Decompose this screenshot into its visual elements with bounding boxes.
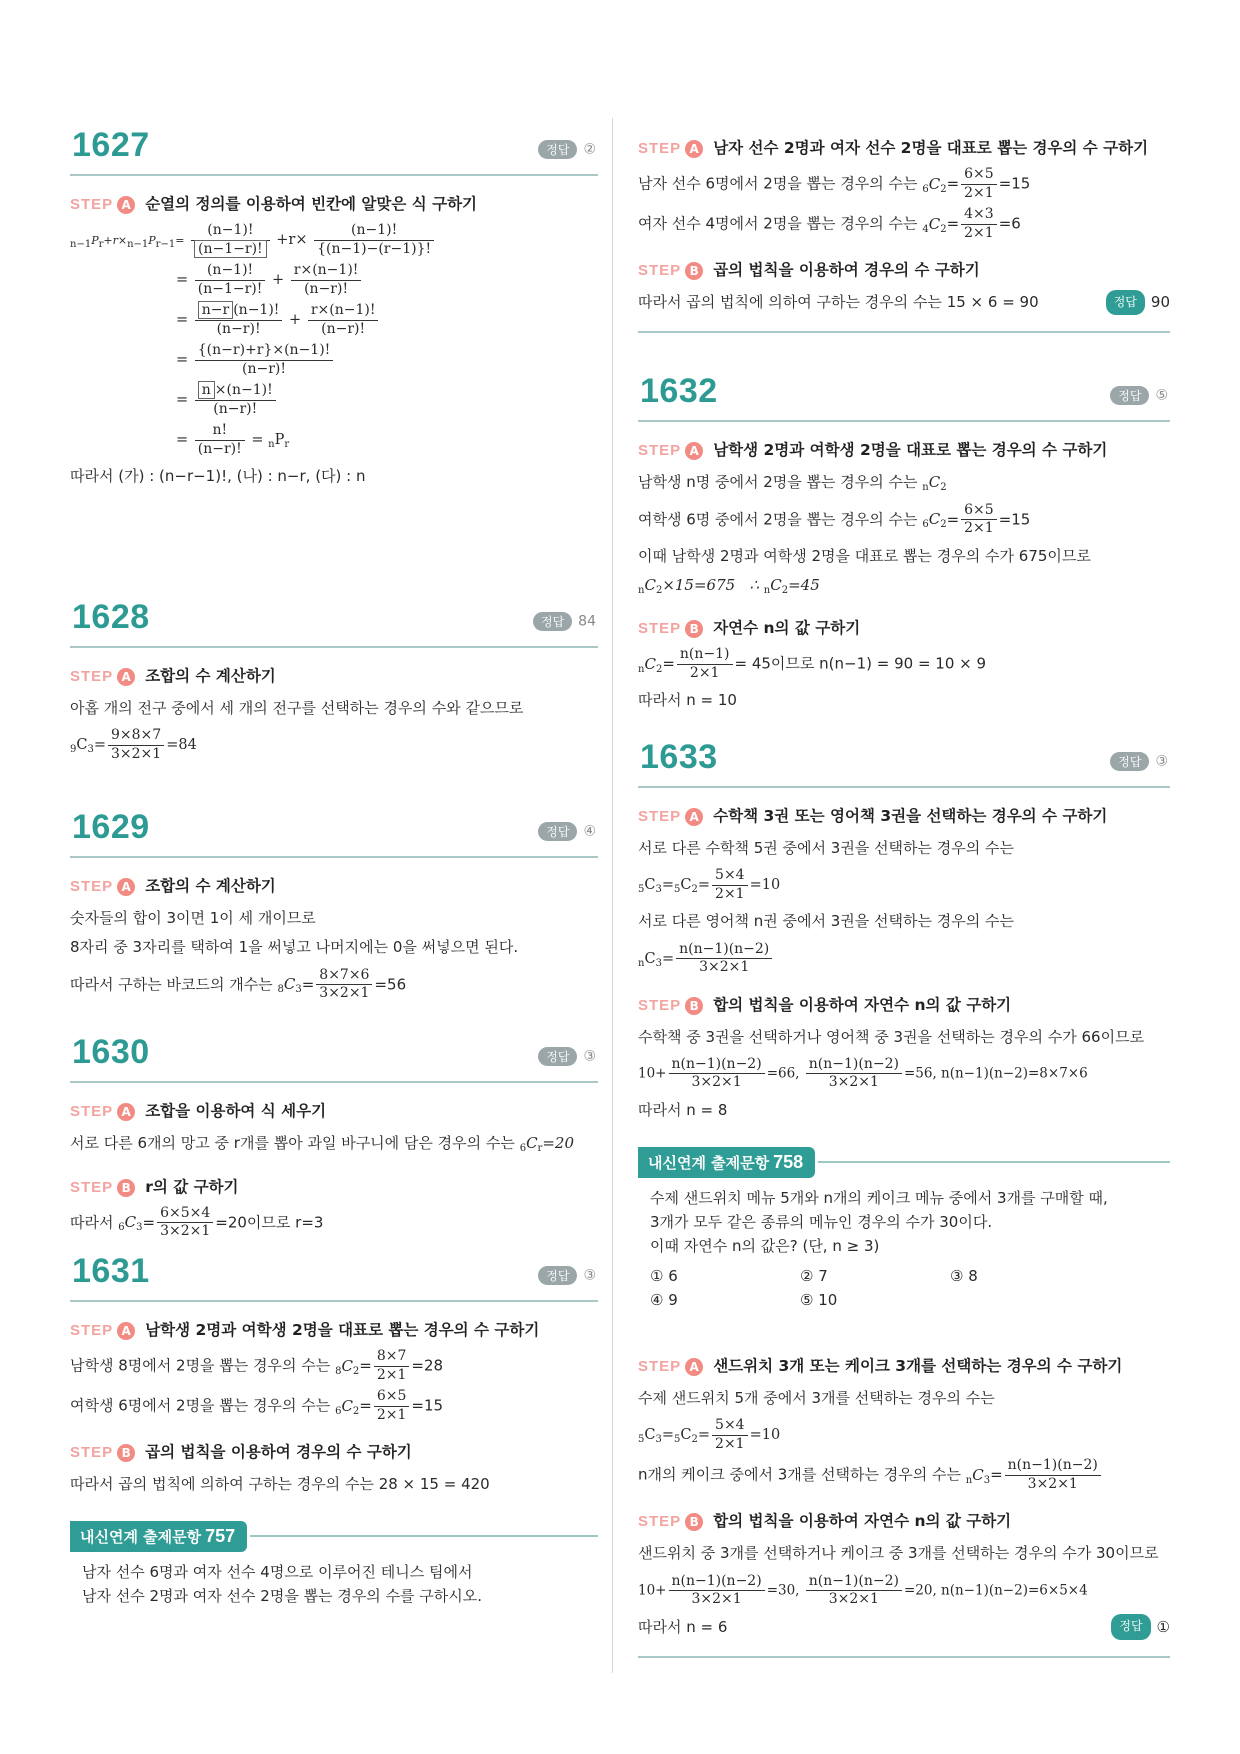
step-b-title: 합의 법칙을 이용하여 자연수 n의 값 구하기 [713, 995, 1012, 1014]
answer-value: ② [583, 141, 596, 158]
answer-value: ⑤ [1155, 387, 1168, 404]
line-3-text: 따라서 구하는 바코드의 개수는 [70, 975, 273, 993]
answer-value: 90 [1150, 293, 1170, 311]
problem-number: 1632 [640, 372, 718, 410]
step-tag: STEP [70, 196, 114, 213]
step-tag: STEP [70, 668, 114, 685]
line-1-text: 남학생 8명에서 2명을 뽑는 경우의 수는 [70, 1356, 331, 1375]
problem-1632 [638, 372, 1170, 716]
line-2-pre: 따라서 [70, 1213, 114, 1231]
step-letter-b: B [685, 997, 703, 1015]
step-tag: STEP [70, 1444, 114, 1461]
equation: $_9C_3=$ $\frac{9\times 8\times 7}{3\times 2\times 1}$ =84 [70, 727, 197, 762]
problem-number: 1627 [72, 126, 150, 164]
step-tag: STEP [638, 262, 682, 279]
answer-badge: 정답 [1106, 290, 1145, 315]
step-a [70, 1099, 598, 1121]
step-a-title: 수학책 3권 또는 영어책 3권을 선택하는 경우의 수 구하기 [713, 807, 1108, 825]
answer [533, 612, 596, 631]
related-text-1: 남자 선수 6명과 여자 선수 4명으로 이루어진 테니스 팀에서 [82, 1563, 473, 1582]
step-tag: STEP [70, 1103, 114, 1120]
step-letter-a: A [117, 1322, 135, 1340]
step-tag: STEP [638, 620, 682, 638]
solution-757 [638, 120, 1170, 333]
answer-value: ③ [583, 1267, 596, 1284]
step-letter-b: B [117, 1444, 135, 1462]
equation-line-3: = $\frac{n-r (n-1)!}{(n-r)!}$ + $\frac{r\times(n-1)!}{(n-r)!}$ [176, 302, 598, 338]
answer-value: ① [1156, 1617, 1170, 1636]
line-1-text: 서로 다른 6개의 망고 중 r개를 뽑아 과일 바구니에 담은 경우의 수는 [70, 1134, 515, 1152]
step-a [638, 136, 1170, 158]
line-3-text: 따라서 곱의 법칙에 의하여 구하는 경우의 수는 15 × 6 = 90 [638, 293, 1039, 311]
answer [1106, 288, 1170, 317]
step-b [70, 1440, 598, 1462]
step-b-title: r의 값 구하기 [145, 1177, 239, 1196]
equation-line-6: = $\frac{n!}{(n-r)!}$ = $_nP_r$ [176, 422, 290, 457]
step-a [70, 192, 598, 214]
line-4-post: = 45이므로 n(n−1) = 90 = 10 × 9 [734, 654, 987, 673]
step-b [70, 1175, 598, 1197]
line-2: 여학생 6명에서 2명을 뽑는 경우의 수는 $_6C_2=$ $\frac{6\times 5}{2\times 1}$ =15 [70, 1388, 444, 1423]
related-number: 757 [205, 1526, 236, 1547]
line-2-post: 이므로 r=3 [246, 1213, 324, 1231]
step-b-title: 곱의 법칙을 이용하여 경우의 수 구하기 [713, 261, 980, 279]
problem-1631 [70, 1252, 598, 1608]
step-letter-a: A [685, 808, 703, 826]
step-letter-a: A [117, 196, 135, 214]
column-divider [612, 118, 613, 1673]
related-rule [250, 1535, 598, 1537]
answer-badge: 정답 [1110, 752, 1149, 771]
line-4 [638, 1613, 1170, 1642]
step-b [638, 258, 1170, 280]
answer-badge: 정답 [538, 1047, 577, 1066]
step-letter-a: A [117, 878, 135, 896]
problem-1628 [70, 598, 598, 767]
line-5: 따라서 n = 10 [638, 691, 737, 710]
answer-value: ④ [583, 823, 596, 840]
step-a-title: 샌드위치 3개 또는 케이크 3개를 선택하는 경우의 수 구하기 [713, 1357, 1123, 1375]
step-a-title: 순열의 정의를 이용하여 빈칸에 알맞은 식 구하기 [145, 195, 478, 213]
line-2: 여학생 6명 중에서 2명을 뽑는 경우의 수는 $_6C_2=$ $\frac{6\times 5}{2\times 1}$ =15 [638, 501, 1031, 536]
equation-line-2: = $\frac{(n-1)!}{(n-1-r)!}$ + $\frac{r\times(n-1)!}{(n-r)!}$ [176, 262, 598, 298]
step-letter-a: A [685, 1358, 703, 1376]
step-letter-b: B [685, 1513, 703, 1531]
equation-3: 10+ $\frac{n(n-1)(n-2)}{3\times 2\times 1}$ =66, $\frac{n(n-1)(n-2)}{3\times 2\times 1}$ =56, n(n−1)(n−2)=8×7×6 [638, 1055, 1088, 1091]
line-1: 수제 샌드위치 5개 중에서 3개를 선택하는 경우의 수는 [638, 1389, 995, 1407]
step-b [638, 1509, 1170, 1531]
choice-5: ⑤ 10 [800, 1291, 838, 1309]
step-letter-b: B [117, 1179, 135, 1197]
answer [1110, 386, 1168, 405]
line-3: 이때 남학생 2명과 여학생 2명을 대표로 뽑는 경우의 수가 675이므로 [638, 546, 1091, 565]
line-3: 수학책 중 3권을 선택하거나 영어책 중 3권을 선택하는 경우의 수가 66이므로 [638, 1027, 1145, 1046]
step-a [638, 438, 1170, 460]
step-a-title: 남자 선수 2명과 여자 선수 2명을 대표로 뽑는 경우의 수 구하기 [713, 139, 1149, 157]
problem-1633 [638, 738, 1170, 1312]
step-tag: STEP [638, 1358, 682, 1375]
equation-1: $_5C_3=_5C_2=$ $\frac{5\times 4}{2\times 1}$ =10 [638, 867, 781, 902]
related-body [638, 1178, 1170, 1312]
line-1: 남학생 n명 중에서 2명을 뽑는 경우의 수는 $_nC_2$ [638, 473, 947, 493]
answer-badge: 정답 [533, 612, 572, 631]
line-4-text: 따라서 n = 6 [638, 1617, 728, 1636]
equation-line-1: n−1Pr+r×n−1Pr−1= $\frac{(n-1)!}{(n-1-r)!}$ +r× $\frac{(n-1)!}{\{(n-1)-(r-1)\}!}$ [70, 222, 598, 258]
problem-header [638, 738, 1170, 788]
step-letter-a: A [117, 668, 135, 686]
step-letter-b: B [685, 620, 703, 638]
choice-2: ② 7 [800, 1267, 828, 1285]
related-text-3: 이때 자연수 n의 값은? (단, n ≥ 3) [650, 1237, 880, 1255]
conclusion: 따라서 (가) : (n−r−1)!, (나) : n−r, (다) : n [70, 467, 366, 485]
step-a-title: 조합의 수 계산하기 [145, 667, 276, 685]
step-tag: STEP [70, 878, 114, 895]
line-2: n개의 케이크 중에서 3개를 선택하는 경우의 수는 $_nC_3=$ $\frac{n(n-1)(n-2)}{3\times 2\times 1}$ [638, 1457, 1170, 1493]
step-letter-a: A [685, 442, 703, 460]
choice-1: ① 6 [650, 1267, 678, 1285]
line-1-text: 남자 선수 6명에서 2명을 뽑는 경우의 수는 [638, 174, 918, 193]
related-text-2: 남자 선수 2명과 여자 선수 2명을 뽑는 경우의 수를 구하시오. [82, 1587, 483, 1606]
step-letter-a: A [117, 1103, 135, 1121]
line-3: 따라서 곱의 법칙에 의하여 구하는 경우의 수는 28 × 15 = 420 [70, 1475, 490, 1493]
step-a-title: 조합을 이용하여 식 세우기 [145, 1102, 327, 1120]
answer-badge: 정답 [1111, 1614, 1150, 1639]
related-problem-757 [70, 1521, 598, 1608]
related-label-text: 내신연계 출제문항 [648, 1154, 770, 1172]
line-1: 서로 다른 수학책 5권 중에서 3권을 선택하는 경우의 수는 [638, 839, 1015, 857]
line-2-text: n개의 케이크 중에서 3개를 선택하는 경우의 수는 [638, 1465, 961, 1484]
line-2: 여자 선수 4명에서 2명을 뽑는 경우의 수는 $_4C_2=$ $\frac{4\times 3}{2\times 1}$ =6 [638, 206, 1021, 241]
problem-header [70, 126, 598, 176]
problem-number: 1630 [72, 1033, 150, 1071]
step-a [70, 1318, 598, 1340]
line-4: 따라서 n = 8 [638, 1100, 728, 1119]
line-1: 남자 선수 6명에서 2명을 뽑는 경우의 수는 $_6C_2=$ $\frac{6\times 5}{2\times 1}$ =15 [638, 166, 1031, 201]
related-number: 758 [773, 1152, 804, 1172]
line-1: 서로 다른 6개의 망고 중 r개를 뽑아 과일 바구니에 담은 경우의 수는 $_6C_r=20$ [70, 1134, 574, 1154]
step-a [638, 1354, 1170, 1376]
equation-2: $_nC_3=$ $\frac{n(n-1)(n-2)}{3\times 2\times 1}$ [638, 941, 1170, 977]
line-1-text: 남학생 n명 중에서 2명을 뽑는 경우의 수는 [638, 473, 918, 491]
answer [538, 1266, 596, 1285]
answer-value: 84 [578, 613, 596, 630]
problem-1627 [70, 126, 598, 491]
equation-1: $_5C_3=_5C_2=$ $\frac{5\times 4}{2\times 1}$ =10 [638, 1417, 781, 1452]
line-2: 따라서 $_6C_3=$ $\frac{6\times 5\times 4}{3\times 2\times 1}$ =20이므로 r=3 [70, 1204, 324, 1239]
problem-header [70, 598, 598, 648]
answer-badge: 정답 [1110, 386, 1149, 405]
line-4: $_nC_2=$ $\frac{n(n-1)}{2\times 1}$ = 45이므로 n(n−1) = 90 = 10 × 9 [638, 646, 987, 681]
line-2: 8자리 중 3자리를 택하여 1을 써넣고 나머지에는 0을 써넣으면 된다. [70, 938, 519, 957]
answer [538, 1047, 596, 1066]
answer-badge: 정답 [538, 822, 577, 841]
line-2: 서로 다른 영어책 n권 중에서 3권을 선택하는 경우의 수는 [638, 912, 1014, 931]
line-1: 남학생 8명에서 2명을 뽑는 경우의 수는 $_8C_2=$ $\frac{8\times 7}{2\times 1}$ =28 [70, 1348, 444, 1383]
equation-line-5: = $\frac{n \times(n-1)!}{(n-r)!}$ [176, 382, 598, 418]
line-1: 숫자들의 합이 3이면 1이 세 개이므로 [70, 909, 316, 927]
solution-758 [638, 1338, 1170, 1658]
line-1: 아홉 개의 전구 중에서 세 개의 전구를 선택하는 경우의 수와 같으므로 [70, 699, 524, 717]
related-rule [818, 1161, 1170, 1163]
line-2-text: 여자 선수 4명에서 2명을 뽑는 경우의 수는 [638, 214, 918, 233]
step-a-title: 남학생 2명과 여학생 2명을 대표로 뽑는 경우의 수 구하기 [713, 441, 1108, 459]
answer [1111, 1613, 1170, 1642]
step-tag: STEP [70, 1178, 114, 1196]
step-b-title: 합의 법칙을 이용하여 자연수 n의 값 구하기 [713, 1512, 1012, 1531]
step-tag: STEP [70, 1322, 114, 1339]
step-b [638, 993, 1170, 1015]
step-a [70, 664, 598, 686]
related-problem-758 [638, 1147, 1170, 1312]
line-2-text: 여학생 6명 중에서 2명을 뽑는 경우의 수는 [638, 510, 918, 528]
problem-number: 1631 [72, 1252, 150, 1290]
related-text-1: 수제 샌드위치 메뉴 5개와 n개의 케이크 메뉴 중에서 3개를 구매할 때, [650, 1189, 1108, 1207]
line-2-text: 여학생 6명에서 2명을 뽑는 경우의 수는 [70, 1396, 331, 1415]
problem-number: 1633 [640, 738, 718, 776]
problem-number: 1628 [72, 598, 150, 636]
choices [650, 1264, 1156, 1312]
choice-4: ④ 9 [650, 1291, 678, 1309]
problem-1630 [70, 1033, 598, 1245]
line-3: 샌드위치 중 3개를 선택하거나 케이크 중 3개를 선택하는 경우의 수가 30이므로 [638, 1544, 1159, 1563]
step-letter-b: B [685, 262, 703, 280]
step-b [638, 616, 1170, 638]
choice-3: ③ 8 [950, 1267, 978, 1285]
step-a-title: 조합의 수 계산하기 [145, 877, 276, 895]
line-3: 따라서 구하는 바코드의 개수는 $_8C_3=$ $\frac{8\times 7\times 6}{3\times 2\times 1}$ =56 [70, 966, 407, 1001]
related-body [70, 1552, 598, 1608]
step-b-title: 자연수 n의 값 구하기 [713, 619, 861, 638]
answer [1110, 752, 1168, 771]
related-label [70, 1521, 247, 1552]
problem-header [70, 1033, 598, 1083]
line-3b: $_nC_2\times 15=675$ ∴ $_nC_2=45$ [638, 575, 820, 596]
related-label-text: 내신연계 출제문항 [80, 1528, 202, 1547]
problem-header [638, 372, 1170, 422]
step-a [638, 804, 1170, 826]
related-text-2: 3개가 모두 같은 종류의 메뉴인 경우의 수가 30이다. [650, 1213, 993, 1231]
problem-1629 [70, 808, 598, 1007]
step-a [70, 874, 598, 896]
section-end-rule [638, 1656, 1170, 1658]
answer [538, 822, 596, 841]
answer [538, 140, 596, 159]
step-tag: STEP [638, 808, 682, 825]
answer-value: ③ [583, 1048, 596, 1065]
equation-line-4: = $\frac{\{(n-r)+r\}\times(n-1)!}{(n-r)!}$ [176, 342, 598, 378]
section-end-rule [638, 331, 1170, 333]
step-b-title: 곱의 법칙을 이용하여 경우의 수 구하기 [145, 1443, 412, 1461]
answer-badge: 정답 [538, 140, 577, 159]
line-3 [638, 288, 1170, 317]
problem-header [70, 1252, 598, 1302]
step-a-title: 남학생 2명과 여학생 2명을 대표로 뽑는 경우의 수 구하기 [145, 1321, 540, 1339]
step-tag: STEP [638, 140, 682, 157]
step-tag: STEP [638, 442, 682, 459]
step-tag: STEP [638, 1513, 682, 1531]
step-letter-a: A [685, 140, 703, 158]
answer-badge: 정답 [538, 1266, 577, 1285]
problem-number: 1629 [72, 808, 150, 846]
answer-value: ③ [1155, 753, 1168, 770]
equation-2: 10+ $\frac{n(n-1)(n-2)}{3\times 2\times 1}$ =30, $\frac{n(n-1)(n-2)}{3\times 2\times 1}$ =20, n(n−1)(n−2)=6×5×4 [638, 1572, 1088, 1607]
step-tag: STEP [638, 996, 682, 1014]
problem-header [70, 808, 598, 858]
related-label [638, 1147, 815, 1178]
